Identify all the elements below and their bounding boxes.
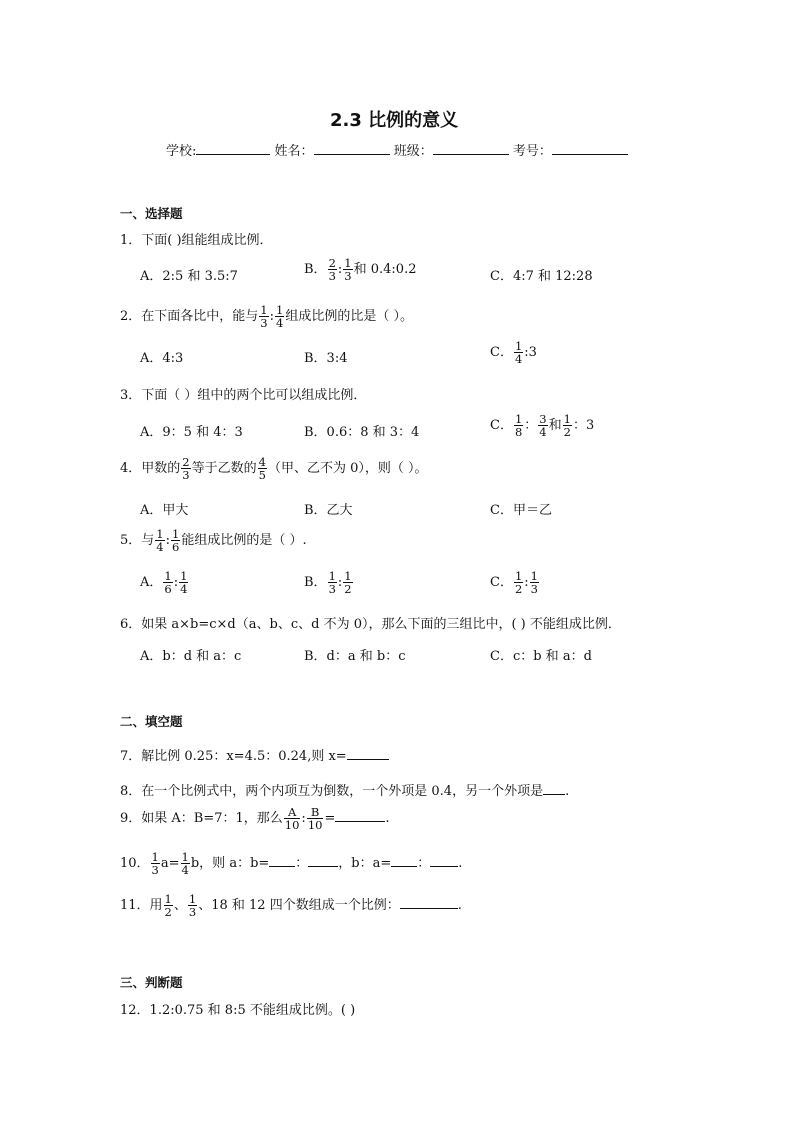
fraction: $\frac{3}{4}$ [539,412,547,440]
q6-option-a[interactable]: A．b：d 和 a：c [140,649,242,664]
class-field[interactable] [433,142,509,155]
fraction: $\frac{1}{4}$ [181,850,189,878]
fraction: $\frac{1}{3}$ [530,569,538,597]
question-12: 12．1.2:0.75 和 8:5 不能组成比例。( ) [120,1003,356,1018]
answer-blank[interactable] [347,747,389,760]
name-field[interactable] [314,142,390,155]
answer-blank[interactable] [543,782,565,795]
answer-blank[interactable] [400,896,458,909]
fraction: $\frac{1}{3}$ [151,850,159,878]
question-8: 8．在一个比例式中，两个内项互为倒数，一个外项是 0.4，另一个外项是 . [120,784,570,799]
question-9: 9．如果 A：B=7：1，那么 $\frac{A}{10}$ : $\frac{B}{10}$ = . [120,805,390,833]
fraction: $\frac{1}{3}$ [328,569,336,597]
q1-option-a[interactable]: A．2:5 和 3.5:7 [140,269,238,284]
q4-option-a[interactable]: A．甲大 [140,503,189,518]
fraction: $\frac{1}{2}$ [563,412,571,440]
fraction: $\frac{1}{3}$ [344,256,352,284]
q1-option-c[interactable]: C．4:7 和 12:28 [490,269,593,284]
fraction: $\frac{1}{6}$ [172,527,180,555]
question-3: 3．下面（ ）组中的两个比可以组成比例． [120,388,367,403]
question-5: 5．与 $\frac{1}{4}$ : $\frac{1}{6}$ 能组成比例的是（ ）. [120,527,307,555]
fraction: $\frac{1}{2}$ [514,569,523,597]
answer-blank[interactable] [430,854,458,867]
fraction: $\frac{2}{3}$ [328,256,336,284]
q5-option-c[interactable]: C． $\frac{1}{2}$ : $\frac{1}{3}$ [490,569,538,597]
student-info-line [166,140,628,159]
fraction: $\frac{A}{10}$ [284,805,300,833]
q4-option-b[interactable]: B．乙大 [304,503,353,518]
fraction: $\frac{1}{4}$ [180,569,188,597]
exam-number-field[interactable] [552,142,628,155]
fraction: $\frac{1}{8}$ [514,412,523,440]
fraction: $\frac{1}{4}$ [276,303,284,331]
question-6: 6．如果 a×b=c×d（a、b、c、d 不为 0），那么下面的三组比中，( ) 不能组成比例． [120,617,621,632]
page-title: 2.3 比例的意义 [330,110,459,131]
fraction: $\frac{4}{5}$ [258,455,266,483]
question-1: 1．下面( )组能组成比例． [120,233,273,248]
question-4: 4．甲数的 $\frac{2}{3}$ 等于乙数的 $\frac{4}{5}$ （甲、乙不为 0），则（ ）。 [120,455,428,483]
answer-blank[interactable] [391,854,417,867]
fraction: $\frac{1}{4}$ [514,339,523,367]
name-label: 姓名： [274,144,314,159]
q6-option-c[interactable]: C．c：b 和 a：d [490,649,592,664]
q5-option-a[interactable]: A． $\frac{1}{6}$ : $\frac{1}{4}$ [140,569,188,597]
fraction: $\frac{1}{3}$ [188,892,197,920]
q6-option-b[interactable]: B．d：a 和 b：c [304,649,406,664]
q2-option-a[interactable]: A．4:3 [140,351,184,366]
fraction: $\frac{2}{3}$ [182,455,190,483]
answer-blank[interactable] [335,809,385,822]
q4-option-c[interactable]: C．甲＝乙 [490,503,552,518]
question-7: 7．解比例 0.25：x=4.5：0.24,则 x= [120,745,389,764]
school-label: 学校: [166,144,197,159]
question-11: 11．用 $\frac{1}{2}$ 、 $\frac{1}{3}$ 、18 和 12 四个数组成一个比例： . [120,892,462,920]
q3-option-c[interactable]: C． $\frac{1}{8}$ ： $\frac{3}{4}$ 和 $\frac{1}{2}$ ：3 [490,412,595,440]
question-2: 2．在下面各比中，能与 $\frac{1}{3}$ : $\frac{1}{4}$ 组成比例的比是（ ）。 [120,303,413,331]
fraction: $\frac{1}{3}$ [260,303,268,331]
q3-option-b[interactable]: B．0.6：8 和 3：4 [304,425,420,440]
q2-option-b[interactable]: B．3:4 [304,351,348,366]
fraction: $\frac{1}{6}$ [164,569,172,597]
answer-blank[interactable] [269,854,295,867]
fraction: $\frac{B}{10}$ [307,805,323,833]
fraction: $\frac{1}{2}$ [164,892,172,920]
section-heading: 二、填空题 [120,714,183,729]
q5-option-b[interactable]: B． $\frac{1}{3}$ : $\frac{1}{2}$ [304,569,352,597]
school-field[interactable] [196,142,270,155]
class-label: 班级： [393,144,433,159]
fraction: $\frac{1}{4}$ [156,527,164,555]
section-heading: 一、选择题 [120,206,183,221]
fraction: $\frac{1}{2}$ [344,569,352,597]
q1-option-b[interactable]: B． $\frac{2}{3}$ : $\frac{1}{3}$ 和 0.4:0.2 [304,256,417,284]
section-heading: 三、判断题 [120,975,183,990]
answer-blank[interactable] [308,854,338,867]
exam-number-label: 考号： [512,144,552,159]
question-10: 10． $\frac{1}{3}$ a= $\frac{1}{4}$ b，则 a：b= ： ，b：a= ： . [120,850,463,878]
q3-option-a[interactable]: A．9：5 和 4：3 [140,425,243,440]
q2-option-c[interactable]: C． $\frac{1}{4}$ :3 [490,339,537,367]
